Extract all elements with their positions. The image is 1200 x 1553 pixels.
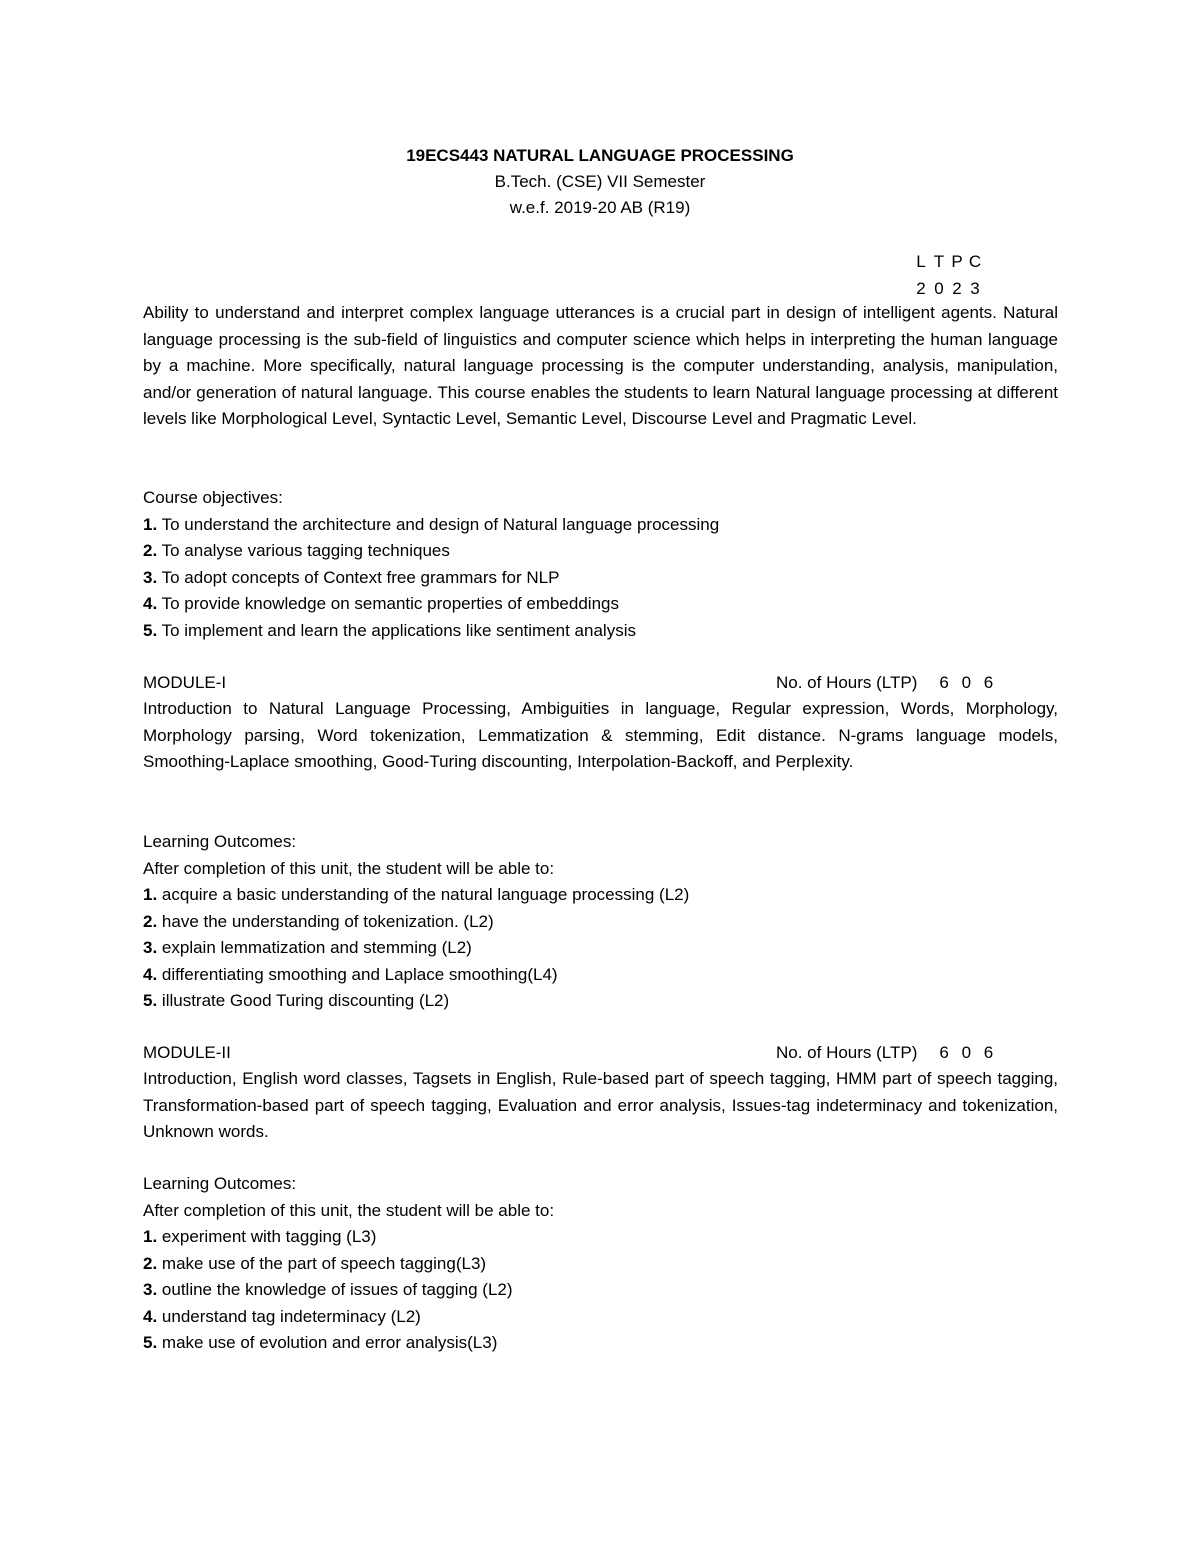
ltpc-label-p: P xyxy=(951,252,963,271)
objective-number: 4. xyxy=(143,594,158,613)
module-2-header xyxy=(143,1040,1058,1066)
objectives-heading: Course objectives: xyxy=(143,488,283,507)
ltpc-values xyxy=(912,275,1002,302)
module-2-hours-label: No. of Hours (LTP) xyxy=(776,1043,918,1062)
ltpc-value-c: 3 xyxy=(970,279,980,298)
objective-item xyxy=(143,565,1058,592)
outcomes-heading: Learning Outcomes: xyxy=(143,832,297,851)
objective-text: To adopt concepts of Context free grammars for NLP xyxy=(157,567,560,587)
outcome-item xyxy=(143,1251,1058,1278)
outcomes-intro: After completion of this unit, the student will be able to: xyxy=(143,1200,555,1220)
outcome-number: 1. xyxy=(143,885,158,904)
objective-text: To implement and learn the applications like sentiment analysis xyxy=(157,620,636,640)
outcome-text: experiment with tagging (L3) xyxy=(157,1227,377,1246)
outcome-item xyxy=(143,909,1058,936)
module-1-hours-values: 6 0 6 xyxy=(939,673,998,692)
objective-item xyxy=(143,512,1058,539)
module-1-hours-label: No. of Hours (LTP) xyxy=(776,673,918,692)
ltpc-label-l: L xyxy=(916,252,926,271)
outcome-text: explain lemmatization and stemming (L2) xyxy=(157,938,472,957)
outcome-text: acquire a basic understanding of the natural language processing (L2) xyxy=(157,885,690,904)
module-1-content: Introduction to Natural Language Processing, Ambiguities in language, Regular expression, Words, Morphology, Morphology parsing, Word tokenization, Lemmatization & stemming, Edit distance. N-grams language models, Smoothing-Laplace smoothing, Good-Turing discounting, Interpolation-Backoff, and Perplexity. xyxy=(143,699,1058,771)
module-2-hours xyxy=(776,1040,997,1066)
objective-number: 1. xyxy=(143,514,158,534)
outcome-number: 3. xyxy=(143,1280,158,1299)
outcome-number: 4. xyxy=(143,964,158,984)
outcome-text: outline the knowledge of issues of tagging (L2) xyxy=(157,1280,513,1299)
module-1-hours xyxy=(776,670,997,696)
outcome-number: 4. xyxy=(143,1306,158,1326)
program-line: B.Tech. (CSE) VII Semester xyxy=(494,172,706,191)
outcome-number: 2. xyxy=(143,911,158,931)
outcome-text: make use of evolution and error analysis(L3) xyxy=(157,1333,498,1352)
outcome-item xyxy=(143,988,1058,1015)
wef-line: w.e.f. 2019-20 AB (R19) xyxy=(509,198,691,217)
course-objectives xyxy=(143,485,1058,644)
module-1-outcomes xyxy=(143,829,1058,1015)
outcome-item xyxy=(143,1304,1058,1331)
outcome-text: have the understanding of tokenization. (L2) xyxy=(157,911,494,931)
outcome-number: 5. xyxy=(143,1333,158,1352)
ltpc-value-p: 2 xyxy=(952,279,962,298)
objective-text: To understand the architecture and design of Natural language processing xyxy=(157,514,720,534)
outcome-text: make use of the part of speech tagging(L3) xyxy=(157,1253,487,1273)
module-2-name: MODULE-II xyxy=(143,1043,231,1062)
objective-number: 5. xyxy=(143,620,158,640)
outcomes-heading: Learning Outcomes: xyxy=(143,1174,297,1193)
outcome-number: 3. xyxy=(143,938,158,957)
module-2-outcomes xyxy=(143,1171,1058,1357)
objective-item xyxy=(143,538,1058,565)
objective-number: 2. xyxy=(143,541,158,560)
outcome-text: illustrate Good Turing discounting (L2) xyxy=(157,991,450,1010)
objective-text: To analyse various tagging techniques xyxy=(157,541,450,560)
ltpc-table xyxy=(912,248,1002,302)
objective-item xyxy=(143,591,1058,618)
objective-number: 3. xyxy=(143,567,158,587)
outcome-item xyxy=(143,962,1058,989)
ltpc-value-t: 0 xyxy=(934,279,944,298)
module-1-name: MODULE-I xyxy=(143,673,227,692)
objective-item xyxy=(143,618,1058,645)
ltpc-labels xyxy=(912,248,1002,275)
outcome-number: 2. xyxy=(143,1253,158,1273)
ltpc-label-t: T xyxy=(933,252,945,271)
objective-text: To provide knowledge on semantic properties of embeddings xyxy=(157,594,619,613)
outcome-item xyxy=(143,935,1058,962)
outcome-number: 5. xyxy=(143,991,158,1010)
outcome-text: differentiating smoothing and Laplace smoothing(L4) xyxy=(157,964,558,984)
course-title: 19ECS443 NATURAL LANGUAGE PROCESSING xyxy=(406,146,794,165)
outcome-item xyxy=(143,1330,1058,1357)
course-header xyxy=(0,143,1200,221)
outcome-item xyxy=(143,1277,1058,1304)
ltpc-label-c: C xyxy=(968,252,982,271)
module-2-content: Introduction, English word classes, Tagsets in English, Rule-based part of speech tagging, HMM part of speech tagging, Transformation-based part of speech tagging, Evaluation and error analysis, Issues-tag indeterminacy and tokenization, Unknown words. xyxy=(143,1069,1058,1141)
outcome-item xyxy=(143,1224,1058,1251)
outcome-text: understand tag indeterminacy (L2) xyxy=(157,1306,421,1326)
module-1-header xyxy=(143,670,1058,696)
outcome-number: 1. xyxy=(143,1227,158,1246)
module-2-hours-values: 6 0 6 xyxy=(939,1043,998,1062)
outcomes-intro: After completion of this unit, the student will be able to: xyxy=(143,858,555,878)
outcome-item xyxy=(143,882,1058,909)
intro-paragraph: Ability to understand and interpret complex language utterances is a crucial part in design of intelligent agents. Natural language processing is the sub-field of linguistics and computer science which helps in interpreting the human language by a machine. More specifically, natural language processing is the computer understanding, analysis, manipulation, and/or generation of natural language. This course enables the students to learn Natural language processing at different levels like Morphological Level, Syntactic Level, Semantic Level, Discourse Level and Pragmatic Level. xyxy=(143,303,1058,428)
ltpc-value-l: 2 xyxy=(916,279,926,298)
